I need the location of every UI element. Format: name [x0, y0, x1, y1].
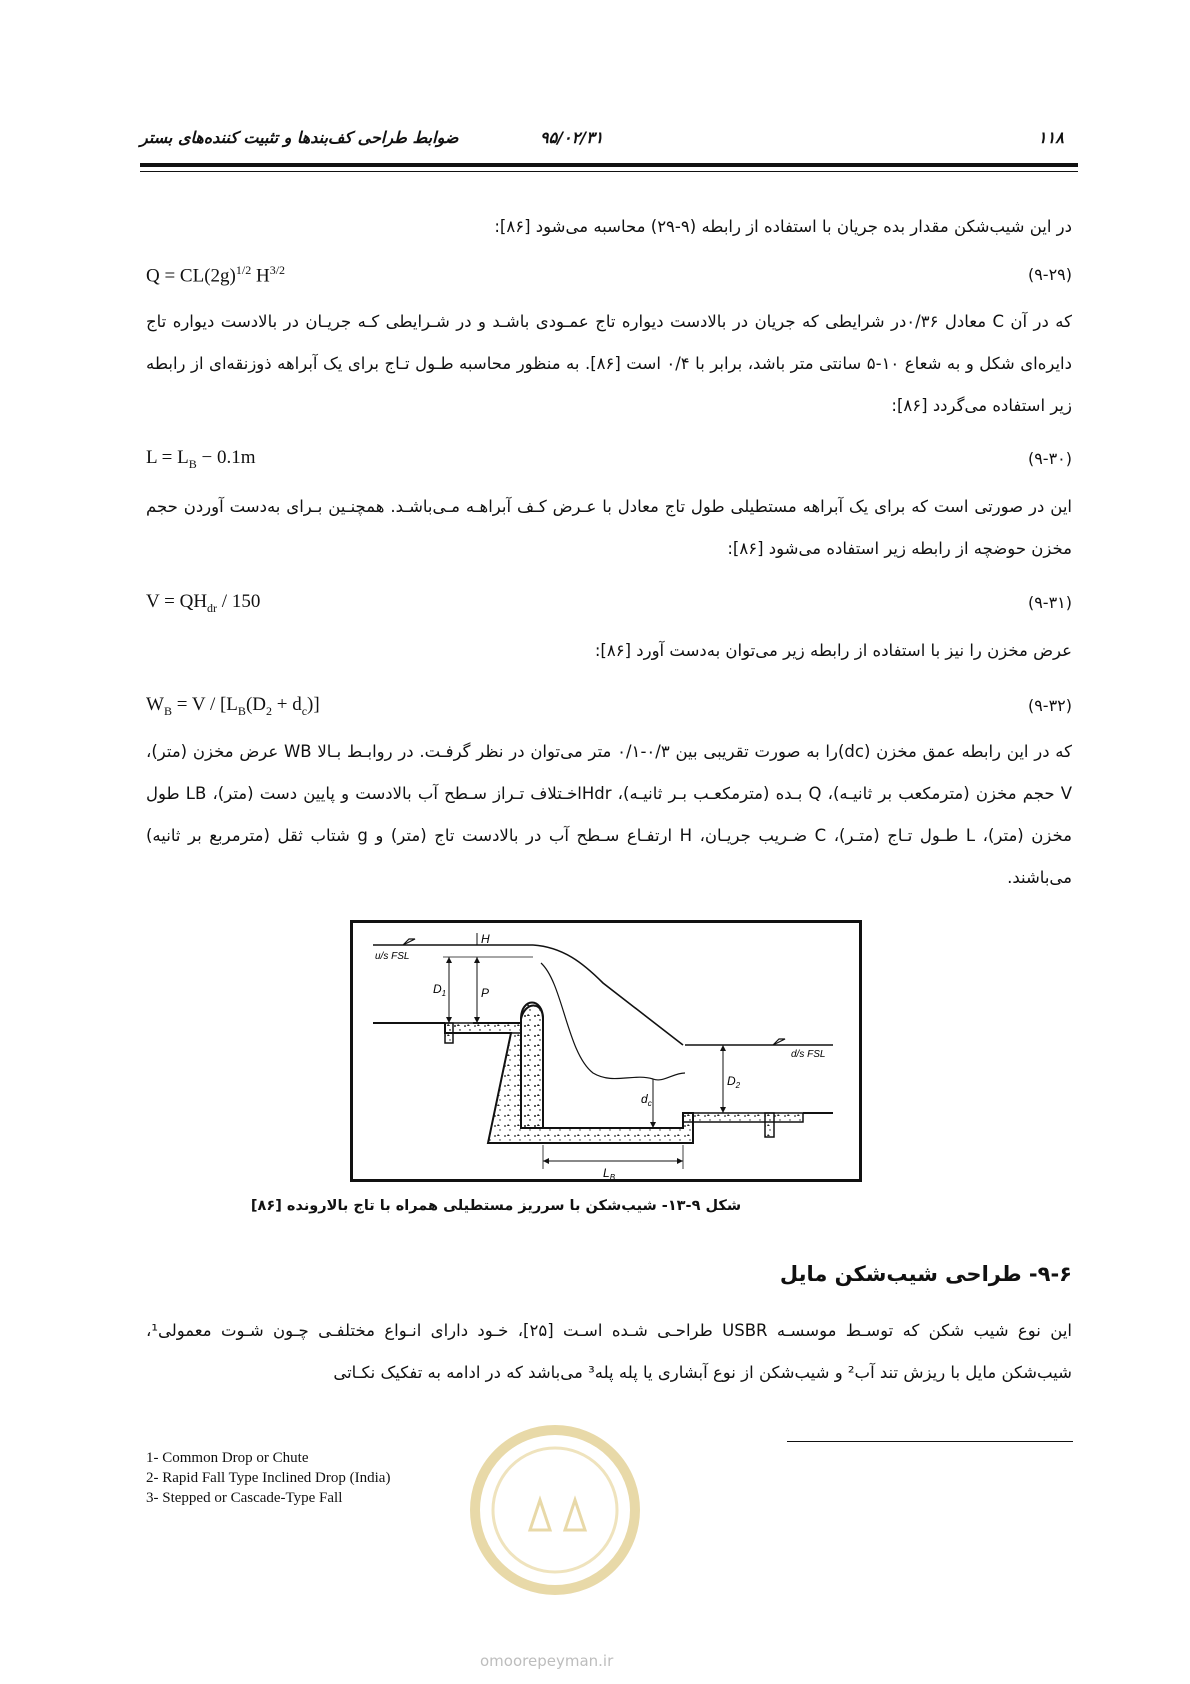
equation-32	[146, 694, 1072, 724]
seal-logo-icon	[470, 1410, 640, 1610]
equation-30	[146, 447, 1072, 477]
label-h: H	[481, 932, 490, 946]
paragraph-2: که در آن C معادل ۰/۳۶در شرایطی که جریان در بالادست دیواره تاج عمـودی باشـد و در شـرایطی کـه جریـان در بالادست دیواره تاج دایره‌ای شکل و به شعاع ۱۰-۵ سانتی متر باشد، برابر با ۰/۴ است [۸۶]. به منظور محاسبه طـول تـاج برای یک آبراهه ذوزنقه‌ای از رابطه زیر استفاده می‌گردد [۸۶]:	[146, 312, 1072, 415]
equation-29-number: (۹-۲۹)	[1027, 265, 1072, 284]
equation-29	[146, 263, 1072, 293]
label-p: P	[481, 986, 490, 1000]
header-date: ۹۵/۰۲/۳۱	[540, 128, 604, 147]
header-title: ضوابط طراحی کف‌بندها و تثبیت کننده‌های بستر	[140, 128, 459, 147]
drop-structure-diagram	[353, 923, 859, 1179]
label-ds-fsl: d/s FSL	[791, 1049, 826, 1060]
footnote-2: 2- Rapid Fall Type Inclined Drop (India)	[146, 1470, 391, 1486]
label-d1: $D_1$	[433, 982, 447, 998]
section-title: ۹-۶- طراحی شیب‌شکن مایل	[779, 1262, 1072, 1286]
equation-31-number: (۹-۳۱)	[1027, 593, 1072, 612]
equation-31	[146, 591, 1072, 621]
label-d2: $D_2$	[727, 1074, 741, 1090]
label-dc: $d_c$	[641, 1092, 652, 1108]
equation-31-formula: $V = QH_{dr} / 150$	[146, 591, 261, 615]
equation-32-number: (۹-۳۲)	[1027, 696, 1072, 715]
footnote-3: 3- Stepped or Cascade-Type Fall	[146, 1490, 343, 1506]
paragraph-1: در این شیب‌شکن مقدار بده جریان با استفاده از رابطه (۹-۲۹) محاسبه می‌شود [۸۶]:	[494, 217, 1072, 236]
paragraph-3: این در صورتی است که برای یک آبراهه مستطیلی طول تاج معادل با عـرض کـف آبراهـه مـی‌باشـد. همچنـین بـرای به‌دست آوردن حجم مخزن حوضچه از رابطه زیر استفاده می‌شود [۸۶]:	[146, 497, 1072, 558]
label-us-fsl: u/s FSL	[375, 951, 410, 962]
header-rule-thin	[140, 171, 1078, 172]
footnote-rule	[787, 1441, 1073, 1442]
equation-30-formula: $L = L_B - 0.1m$	[146, 447, 256, 471]
equation-30-number: (۹-۳۰)	[1027, 449, 1072, 468]
paragraph-last: این نوع شیب شکن که توسـط موسسـه USBR طراحـی شـده اسـت [۲۵]، خـود دارای انـواع مختلفـی چـون شـوت معمولی¹، شیب‌شکن مایل با ریزش تند آب² و شیب‌شکن از نوع آبشاری یا پله پله³ می‌باشد که در ادامه به تفکیک نکـاتی	[146, 1321, 1072, 1382]
paragraph-5: که در این رابطه عمق مخزن (dc)را به صورت تقریبی بین ۰/۳-۰/۱ متر می‌توان در نظر گرفـت. در روابـط بـالا WB عرض مخزن (متر)، V حجم مخزن (مترمکعب بر ثانیـه)، Q بـده (مترمکعـب بـر ثانیـه)، Hdrاخـتلاف تـراز سـطح آب بالادست و پایین دست (متر)، LB طول مخزن (متر)، L طـول تـاج (متـر)، C ضـریب جریـان، H ارتفـاع سـطح آب در بالادست تاج (متر) و g شتاب ثقل (مترمربع بر ثانیه) می‌باشند.	[146, 742, 1073, 887]
figure-caption: شکل ۹-۱۳- شیب‌شکن با سرریز مستطیلی همراه با تاج بالارونده [۸۶]	[250, 1198, 742, 1214]
equation-29-formula: $Q = CL(2g)^{1/2}$ $H^{3/2}$	[146, 263, 286, 287]
footnote-1: 1- Common Drop or Chute	[146, 1450, 309, 1466]
header-rule-thick	[140, 163, 1078, 167]
watermark-site: omoorepeyman.ir	[480, 1652, 614, 1670]
paragraph-4: عرض مخزن را نیز با استفاده از رابطه زیر می‌توان به‌دست آورد [۸۶]:	[594, 641, 1072, 660]
label-lb: $L_B$	[603, 1166, 616, 1179]
figure-drop-structure	[350, 920, 862, 1182]
equation-32-formula: $W_B = V / [L_B(D_2 + d_c)]$	[146, 694, 320, 718]
page-number: ۱۱۸	[1038, 128, 1064, 147]
